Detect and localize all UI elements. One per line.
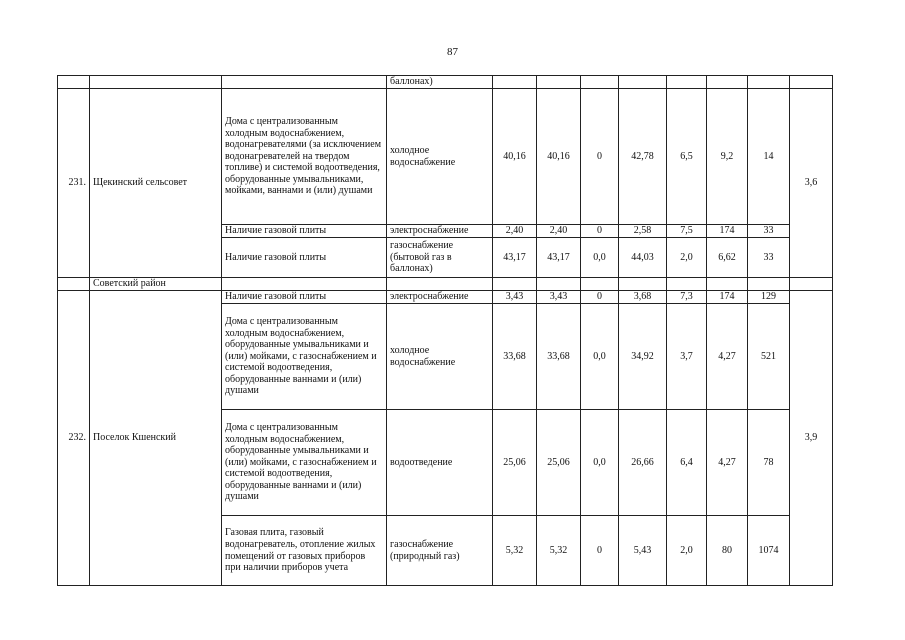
value-cell: 44,03	[619, 238, 667, 278]
value-cell: 4,27	[707, 304, 748, 410]
value-cell: 25,06	[537, 410, 581, 516]
value-cell: 7,5	[667, 225, 707, 238]
value-cell: 2,0	[667, 516, 707, 586]
value-cell: 9,2	[707, 89, 748, 225]
service-cell: газоснабжение (бытовой газ в баллонах)	[387, 238, 493, 278]
value-cell: 0,0	[581, 410, 619, 516]
value-cell: 3,43	[493, 291, 537, 304]
value-cell: 1074	[748, 516, 790, 586]
value-cell: 42,78	[619, 89, 667, 225]
category-cell: Дома с централизованным холодным водоснабжением, водонагревателями (за исключением водонагревателей на твердом топливе) и системой водоотведения, оборудованные умывальниками, мойками, ваннами и (или) душами	[222, 89, 387, 225]
value-cell: 40,16	[493, 89, 537, 225]
value-cell: 40,16	[537, 89, 581, 225]
settlement-name: Щекинский сельсовет	[90, 89, 222, 278]
value-cell: 33,68	[537, 304, 581, 410]
value-cell: 7,3	[667, 291, 707, 304]
value-cell: 5,32	[537, 516, 581, 586]
value-cell: 2,0	[667, 238, 707, 278]
value-cell: 33	[748, 238, 790, 278]
value-cell: 129	[748, 291, 790, 304]
value-cell: 25,06	[493, 410, 537, 516]
settlement-name: Поселок Кшенский	[90, 291, 222, 586]
row-index: 232.	[58, 291, 90, 586]
value-cell: 43,17	[493, 238, 537, 278]
value-cell: 0	[581, 89, 619, 225]
table-row	[58, 278, 833, 291]
category-cell: Газовая плита, газовый водонагреватель, отопление жилых помещений от газовых приборов при наличии приборов учета	[222, 516, 387, 586]
value-cell: 26,66	[619, 410, 667, 516]
value-cell: 43,17	[537, 238, 581, 278]
value-cell: 4,27	[707, 410, 748, 516]
value-cell: 14	[748, 89, 790, 225]
total-cell: 3,9	[790, 291, 833, 586]
value-cell: 5,32	[493, 516, 537, 586]
value-cell: 5,43	[619, 516, 667, 586]
value-cell: 521	[748, 304, 790, 410]
value-cell: 0	[581, 291, 619, 304]
value-cell: 0	[581, 516, 619, 586]
service-cell: холодное водоснабжение	[387, 89, 493, 225]
value-cell: 33,68	[493, 304, 537, 410]
category-cell: Наличие газовой плиты	[222, 238, 387, 278]
value-cell: 0,0	[581, 304, 619, 410]
value-cell: 33	[748, 225, 790, 238]
page-number: 87	[447, 46, 458, 58]
category-cell: Дома с централизованным холодным водоснабжением, оборудованные умывальниками и (или) мойками, с газоснабжением и системой водоотведения, оборудованные ваннами и (или) душами	[222, 304, 387, 410]
value-cell: 34,92	[619, 304, 667, 410]
value-cell: 78	[748, 410, 790, 516]
value-cell: 3,68	[619, 291, 667, 304]
category-cell: Дома с централизованным холодным водоснабжением, оборудованные умывальниками и (или) мойками, с газоснабжением и системой водоотведения, оборудованные ваннами и (или) душами	[222, 410, 387, 516]
category-cell: Наличие газовой плиты	[222, 291, 387, 304]
table-row	[58, 89, 833, 225]
table-row	[58, 76, 833, 89]
value-cell: 0	[581, 225, 619, 238]
service-cell: электроснабжение	[387, 225, 493, 238]
value-cell: 80	[707, 516, 748, 586]
district-title: Советский район	[90, 278, 222, 291]
table-row	[58, 291, 833, 304]
value-cell: 2,40	[493, 225, 537, 238]
row-index: 231.	[58, 89, 90, 278]
value-cell: 174	[707, 225, 748, 238]
value-cell: 6,5	[667, 89, 707, 225]
value-cell: 3,43	[537, 291, 581, 304]
service-cell: электроснабжение	[387, 291, 493, 304]
value-cell: 0,0	[581, 238, 619, 278]
tariff-table	[57, 75, 833, 586]
service-cell: водоотведение	[387, 410, 493, 516]
total-cell: 3,6	[790, 89, 833, 278]
value-cell: 2,40	[537, 225, 581, 238]
value-cell: 6,4	[667, 410, 707, 516]
value-cell: 174	[707, 291, 748, 304]
category-cell: Наличие газовой плиты	[222, 225, 387, 238]
value-cell: 3,7	[667, 304, 707, 410]
value-cell: 2,58	[619, 225, 667, 238]
value-cell: 6,62	[707, 238, 748, 278]
service-cell: холодное водоснабжение	[387, 304, 493, 410]
service-cell: газоснабжение (природный газ)	[387, 516, 493, 586]
service-cell: баллонах)	[387, 76, 493, 89]
